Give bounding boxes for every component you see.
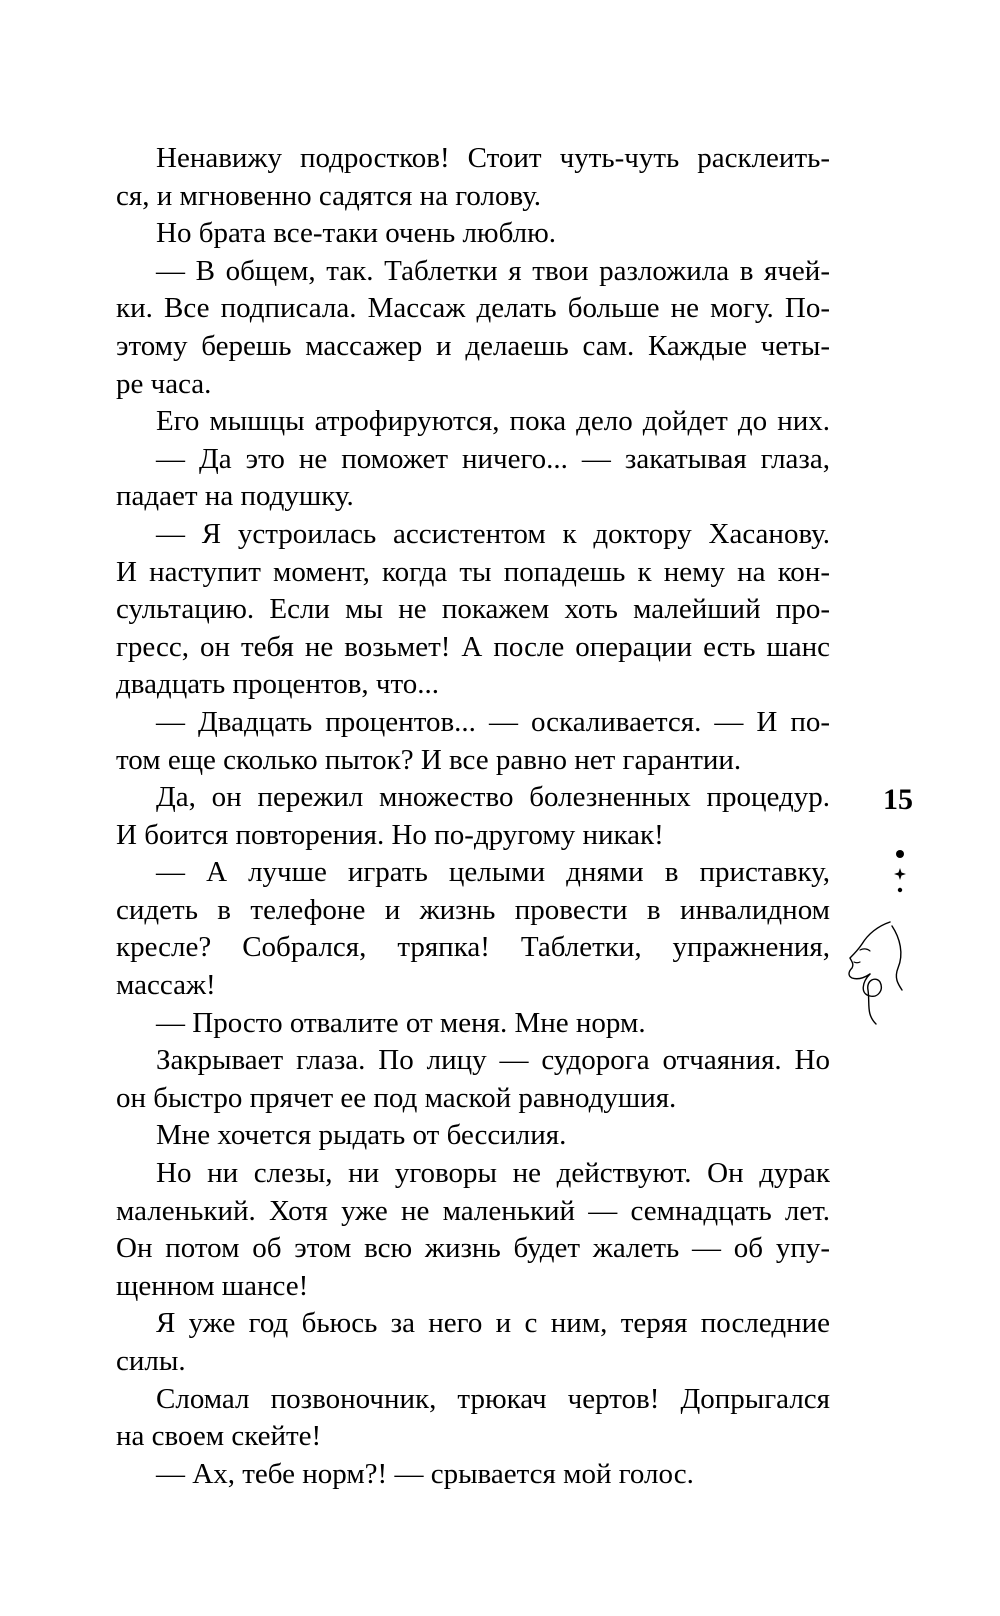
- text-line: Но ни слезы, ни уговоры не действуют. Он дурак: [156, 1157, 830, 1190]
- text-line: Мне хочется рыдать от бессилия.: [156, 1119, 567, 1152]
- line-art-face-icon: [840, 920, 910, 1030]
- text-line: — Просто отвалите от меня. Мне норм.: [156, 1006, 646, 1039]
- text-line: том еще сколько пыток? И все равно нет гарантии.: [116, 743, 742, 776]
- text-line: он быстро прячет ее под маской равнодушия.: [116, 1081, 677, 1114]
- text-line: И наступит момент, когда ты попадешь к нему на кон-: [116, 555, 830, 588]
- text-line: гресс, он тебя не возьмет! А после операции есть шанс: [116, 630, 830, 663]
- page-number: 15: [883, 783, 913, 816]
- text-line: Да, он пережил множество болезненных процедур.: [156, 781, 830, 814]
- text-line: силы.: [116, 1345, 186, 1377]
- text-line: Закрывает глаза. По лицу — судорога отчаяния. Но: [156, 1044, 830, 1077]
- text-line: маленький. Хотя уже не маленький — семнадцать лет.: [116, 1194, 830, 1227]
- text-line: Но брата все-таки очень люблю.: [156, 217, 557, 250]
- text-line: — Ах, тебе норм?! — срывается мой голос.: [156, 1457, 694, 1490]
- text-line: ся, и мгновенно садятся на голову.: [116, 179, 542, 212]
- text-line: сидеть в телефоне и жизнь провести в инвалидном: [116, 893, 830, 926]
- text-line: — Я устроилась ассистентом к доктору Хасанову.: [156, 517, 830, 550]
- text-line: — В общем, так. Таблетки я твои разложила в ячей-: [156, 254, 830, 287]
- text-line: И боится повторения. Но по-другому никак!: [116, 818, 664, 851]
- text-line: массаж!: [116, 969, 216, 1002]
- text-line: — А лучше играть целыми днями в приставку,: [156, 856, 830, 889]
- text-line: двадцать процентов, что...: [116, 668, 440, 701]
- text-line: — Да это не поможет ничего... — закатывая глаза,: [156, 442, 830, 475]
- text-line: Он потом об этом всю жизнь будет жалеть — об упу-: [116, 1232, 830, 1265]
- text-line: этому берешь массажер и делаешь сам. Каждые четы-: [116, 329, 830, 362]
- text-line: щенном шансе!: [116, 1269, 309, 1302]
- dot-star-ornament-icon: [888, 848, 912, 900]
- text-line: Его мышцы атрофируются, пока дело дойдет до них.: [156, 405, 830, 438]
- text-line: на своем скейте!: [116, 1420, 322, 1453]
- text-line: Сломал позвоночник, трюкач чертов! Допрыгался: [156, 1382, 830, 1415]
- text-line: ре часа.: [116, 367, 212, 400]
- text-line: Я уже год бьюсь за него и с ним, теряя последние: [156, 1307, 830, 1340]
- text-line: сультацию. Если мы не покажем хоть малейший про-: [116, 593, 830, 626]
- text-line: падает на подушку.: [116, 480, 354, 513]
- body-text: [116, 140, 830, 1493]
- text-line: — Двадцать процентов... — оскаливается. — И по-: [156, 705, 830, 738]
- text-line: кресле? Собрался, тряпка! Таблетки, упражнения,: [116, 931, 830, 964]
- text-line: Ненавижу подростков! Стоит чуть-чуть расклеить-: [156, 142, 830, 174]
- text-line: ки. Все подписала. Массаж делать больше не могу. По-: [116, 292, 830, 325]
